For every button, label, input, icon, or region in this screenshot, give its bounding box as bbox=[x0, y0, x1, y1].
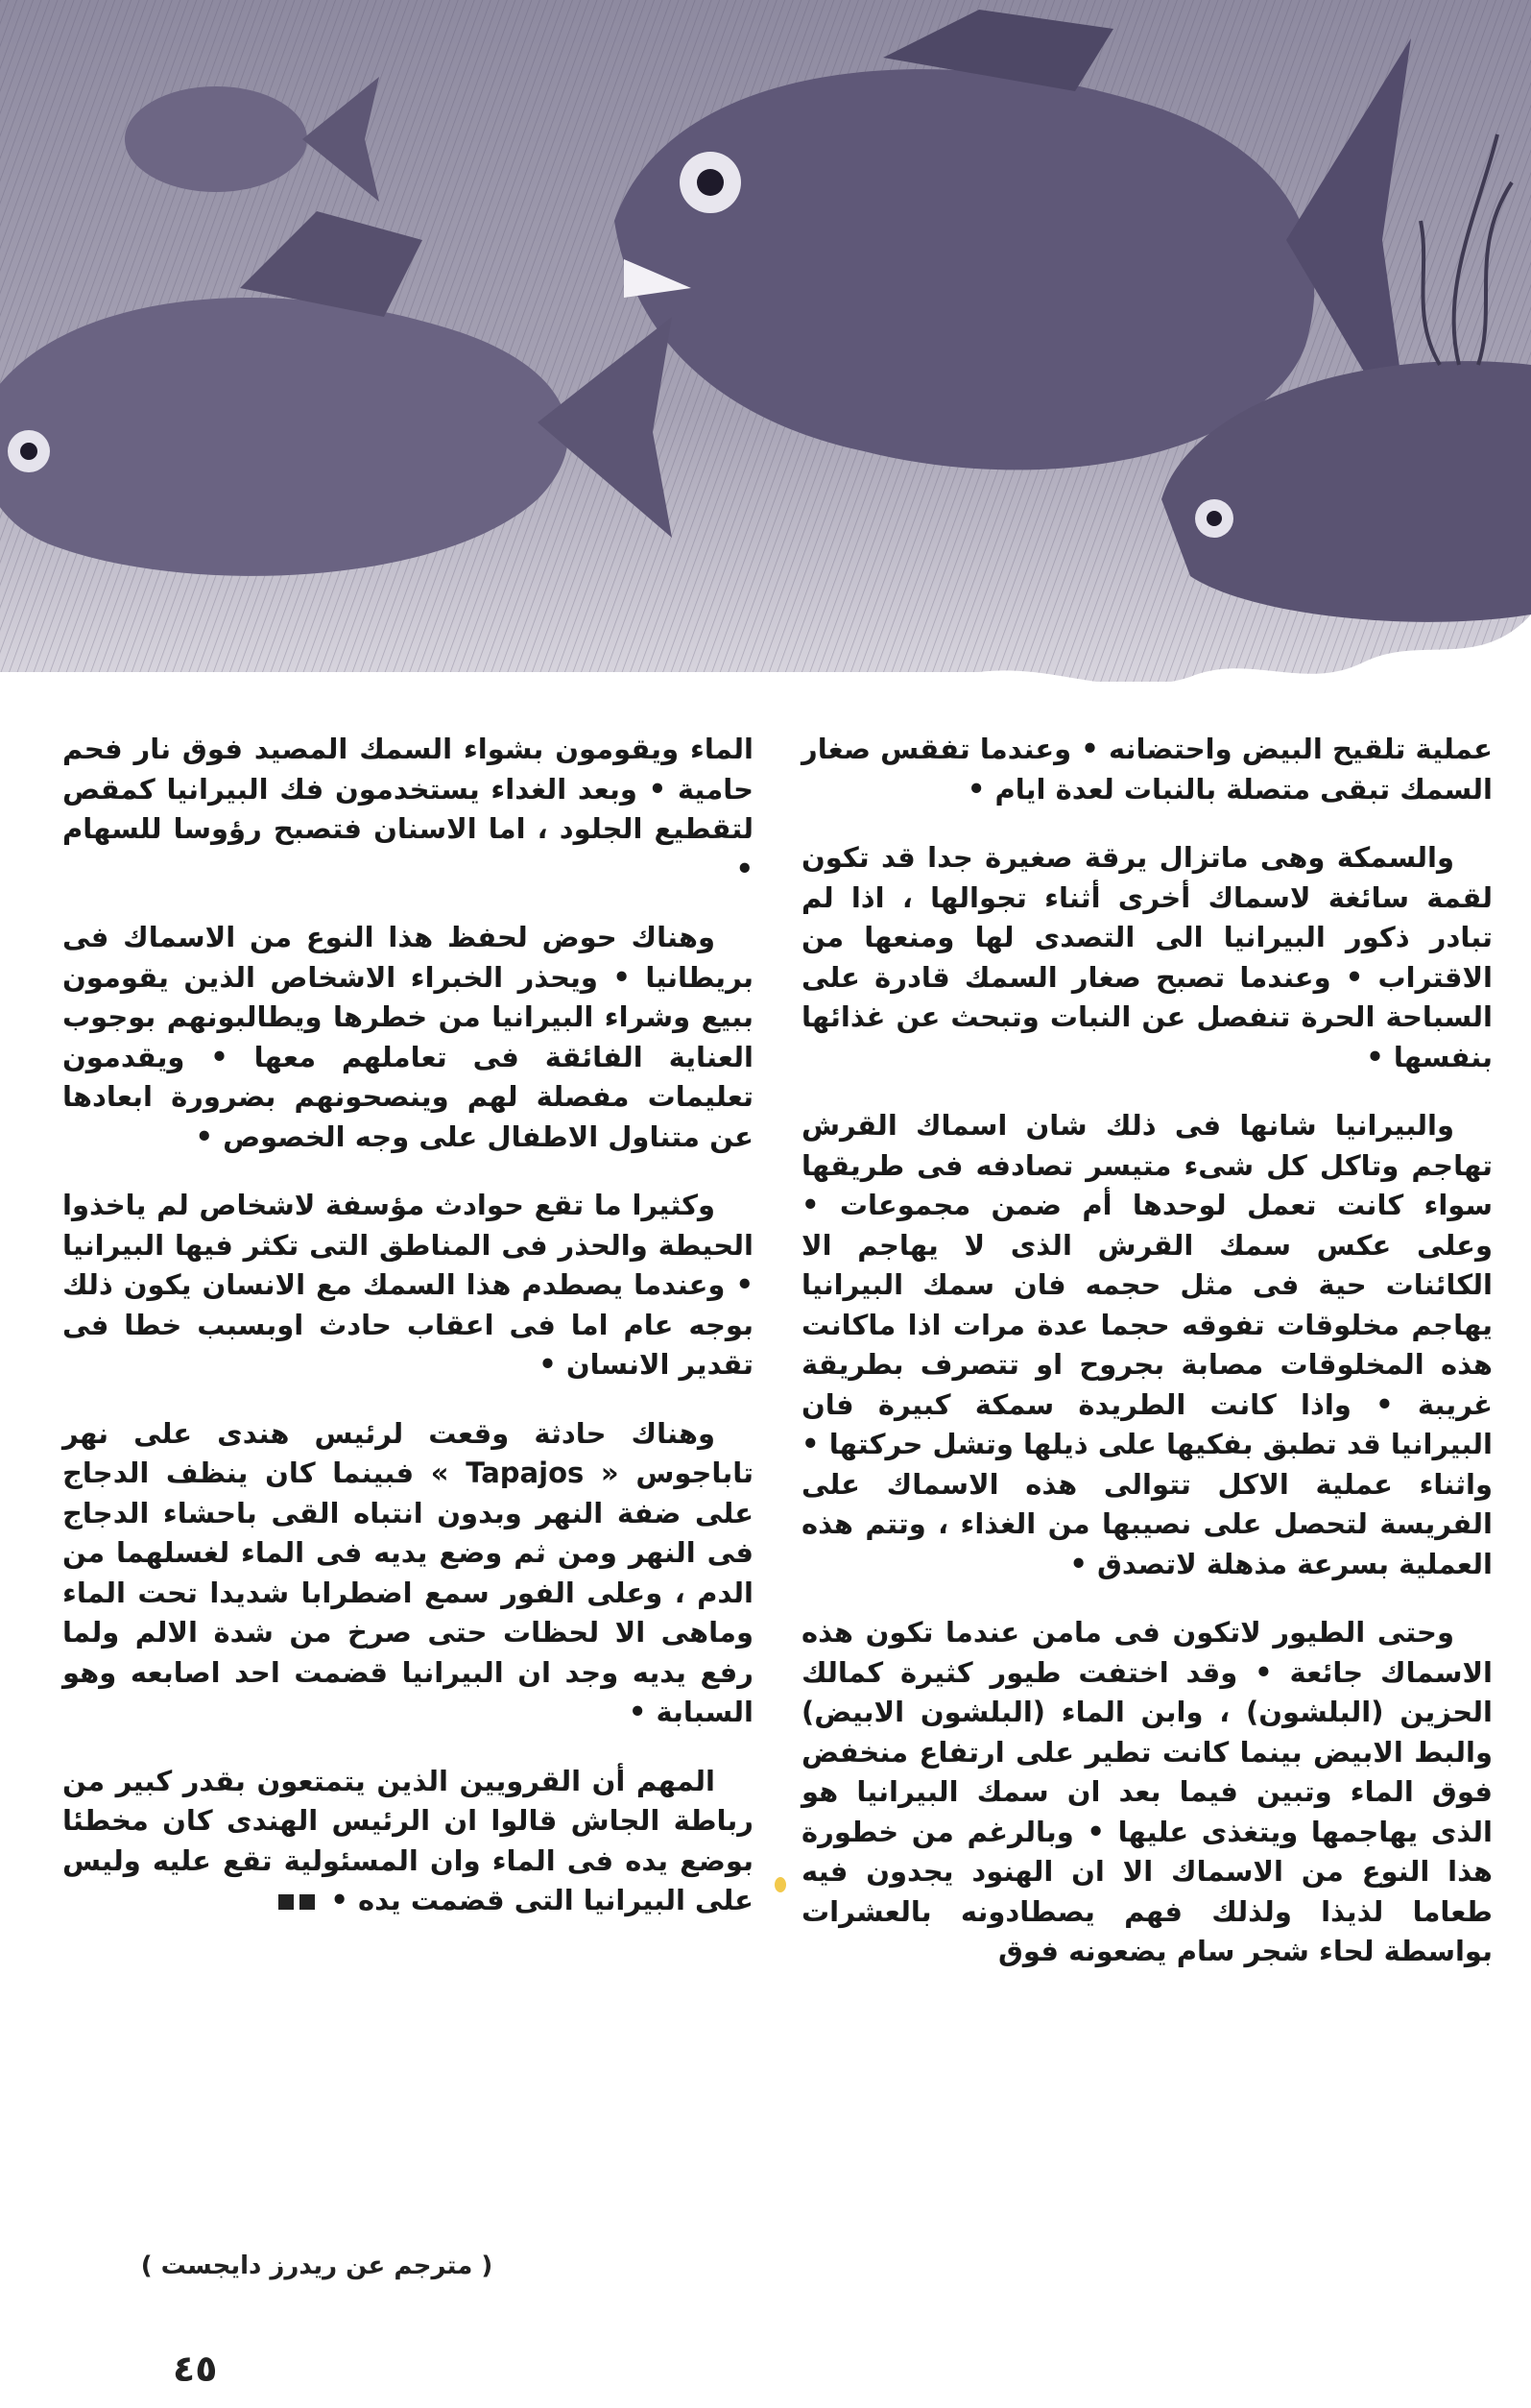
page-number: ٤٥ bbox=[173, 2348, 218, 2390]
paragraph: والسمكة وهى ماتزال يرقة صغيرة جدا قد تكون لقمة سائغة لاسماك أخرى أثناء تجوالها ، اذا لم تبادر ذكور البيرانيا الى التصدى لها ومنعها من الاقتراب • وعندما تصبح صغار السمك قادرة على السباحة الحرة تنفصل عن النبات وتبحث عن غذائها بنفسها • bbox=[801, 841, 1493, 1073]
paragraph-text: المهم أن القرويين الذين يتمتعون بقدر كبير من رباطة الجاش قالوا ان الرئيس الهندى كان مخطئا بوضع يده فى الماء وان المسئولية تقع عليه وليس على البيرانيا التى قضمت يده • bbox=[62, 1764, 754, 1916]
highlight-dot bbox=[775, 1877, 786, 1892]
paragraph-last bbox=[62, 1762, 754, 1921]
paragraph: وكثيرا ما تقع حوادث مؤسفة لاشخاص لم ياخذوا الحيطة والحذر فى المناطق التى تكثر فيها البيرانيا • وعندما يصطدم هذا السمك مع الانسان يكون ذلك بوجه عام اما فى اعقاب حادث اوبسبب خطا فى تقدير الانسان • bbox=[62, 1189, 754, 1381]
paragraph: وحتى الطيور لاتكون فى مامن عندما تكون هذه الاسماك جائعة • وقد اختفت طيور كثيرة كمالك الحزين (البلشون) ، وابن الماء (البلشون الابيض) والبط الابيض بينما كانت تطير على ارتفاع منخفض فوق الماء وتبين فيما بعد ان سمك البيرانيا هو الذى يهاجمها ويتغذى عليها • وبالرغم من خطورة هذا النوع من الاسماك الا ان الهنود يجدون فيه طعاما لذيذا ولذلك فهم يصطادونه بالعشرات بواسطة لحاء شجر سام يضعونه فوق bbox=[801, 1616, 1493, 1967]
translation-credit: ( مترجم عن ريدرز دايجست ) bbox=[140, 2251, 493, 2280]
paragraph: وهناك حادثة وقعت لرئيس هندى على نهر تاباجوس « Tapajos » فبينما كان ينظف الدجاج على ضفة النهر وبدون انتباه القى باحشاء الدجاج فى النهر ومن ثم وضع يديه فى الماء لغسلهما من الدم ، وعلى الفور سمع اضطرابا شديدا تحت الماء وماهى الا لحظات حتى صرخ من شدة الالم ولما رفع يديه وجد ان البيرانيا قضمت احد اصابعه وهو السبابة • bbox=[62, 1416, 754, 1728]
paragraph: والبيرانيا شانها فى ذلك شان اسماك القرش تهاجم وتاكل كل شىء متيسر تصادفه فى طريقها سواء كانت تعمل لوحدها أم ضمن مجموعات • وعلى عكس سمك القرش الذى لا يهاجم الا الكائنات حية فى مثل حجمه فان سمك البيرانيا يهاجم مخلوقات تفوقه حجما عدة مرات اذا ماكانت هذه المخلوقات مصابة بجروح او تتصرف بطريقة غريبة • واذا كانت الطريدة سمكة كبيرة فان البيرانيا قد تطبق بفكيها على ذيلها وتشل حركتها • واثناء عملية الاكل تتوالى هذه الاسماك على الفريسة لتحصل على نصيبها من الغذاء ، وتتم هذه العملية بسرعة مذهلة لاتصدق • bbox=[801, 1109, 1493, 1580]
paragraph: الماء ويقومون بشواء السمك المصيد فوق نار فحم حامية • وبعد الغداء يستخدمون فك البيرانيا كمقص لتقطيع الجلود ، اما الاسنان فتصبح رؤوسا للسهام • bbox=[62, 733, 754, 885]
paragraph: وهناك حوض لحفظ هذا النوع من الاسماك فى بريطانيا • ويحذر الخبراء الاشخاص الذين يقومون ببيع وشراء البيرانيا من خطرها ويطالبونهم بوجوب العناية الفائقة فى تعاملهم معها • ويقدمون تعليمات مفصلة لهم وينصحونهم بضرورة ابعادها عن متناول الاطفال على وجه الخصوص • bbox=[62, 921, 754, 1153]
piranha-illustration bbox=[0, 0, 1531, 682]
end-mark-icon bbox=[299, 1894, 315, 1910]
right-text-column bbox=[801, 730, 1493, 2001]
paragraph: عملية تلقيح البيض واحتضانه • وعندما تفقس صغار السمك تبقى متصلة بالنبات لعدة ايام • bbox=[801, 733, 1493, 806]
left-text-column bbox=[62, 730, 754, 1950]
end-mark-icon bbox=[278, 1894, 294, 1910]
